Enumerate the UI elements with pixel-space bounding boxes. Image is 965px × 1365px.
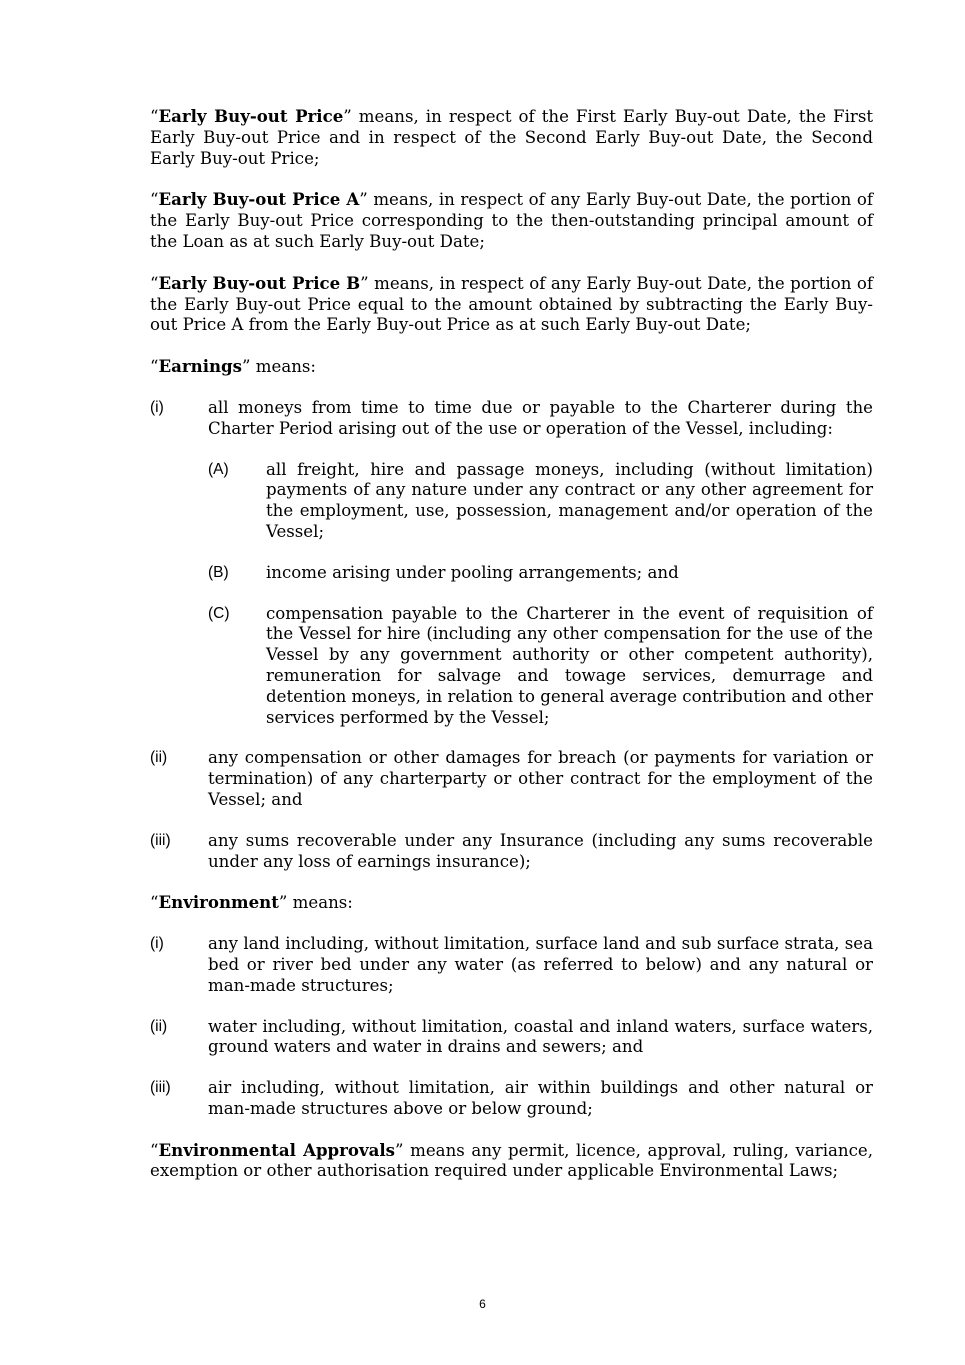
sub-list-item [208,604,873,729]
list-item [150,831,873,873]
definition-text: means, in respect of any Early Buy-out Date, the portion of the Early Buy-out Price equal to the amount obtained by subtracting the Early Buy-out Price A from the Early Buy-out Price as at such Early Buy-out Date; [150,273,873,335]
list-item-label: (iii) [150,831,171,849]
sub-list-item-label: (A) [208,460,229,478]
list-item-text: all moneys from time to time due or payable to the Charterer during the Charter Period arising out of the use or operation of the Vessel, including: [208,397,873,438]
list-item-label: (ii) [150,749,168,767]
defined-term: Early Buy-out Price [158,106,344,126]
definition-text: means: [250,357,317,377]
sub-list-item [208,460,873,543]
list-item-label: (i) [150,935,164,953]
defined-term: Early Buy-out Price B [158,272,361,293]
definition-early-buyout-price-b [150,273,873,336]
list-item-text: any sums recoverable under any Insurance (including any sums recoverable under any loss of earnings insurance); [208,830,873,871]
defined-term: Earnings [158,356,243,377]
close-quote: ” [360,273,369,293]
list-item [150,748,873,810]
list-item [150,934,873,996]
page-number: 6 [479,1297,486,1311]
close-quote: ” [343,107,352,126]
defined-term: Environment [158,892,279,913]
list-item-text: water including, without limitation, coastal and inland waters, surface waters, ground waters and water in drains and sewers; and [208,1016,873,1057]
sub-list-item-label: (C) [208,604,230,622]
list-item-label: (iii) [150,1079,171,1097]
sub-list-item [208,563,873,584]
open-quote: “ [150,893,159,913]
list-item [150,1078,873,1120]
definition-environment [150,892,873,914]
list-item-text: any land including, without limitation, surface land and sub surface strata, sea bed or river bed under any water (as referred to below) and any natural or man-made structures; [208,934,873,995]
definition-environmental-approvals [150,1140,873,1183]
definition-text: means, in respect of any Early Buy-out Date, the portion of the Early Buy-out Price corresponding to the then-outstanding principal amount of the Loan as at such Early Buy-out Date; [150,190,873,251]
open-quote: “ [150,190,159,210]
definition-earnings [150,356,873,378]
sub-list-item-text: compensation payable to the Charterer in the event of requisition of the Vessel for hire (including any other compensation for the use of the Vessel by any government authority or other competent authority), remuneration for salvage and towage services, demurrage and detention moneys, in relation to general average contribution and other services performed by the Vessel; [266,603,873,727]
sub-list-item-text: all freight, hire and passage moneys, including (without limitation) payments of any nature under any contract or any other agreement for the employment, use, possession, management and/or operation of the Vessel; [266,459,873,541]
close-quote: ” [242,357,251,377]
list-item-text: any compensation or other damages for breach (or payments for variation or termination) of any charterparty or other contract for the employment of the Vessel; and [208,748,873,809]
document-page [150,106,873,1202]
sub-list-item-text: income arising under pooling arrangements; and [266,562,679,582]
definition-early-buyout-price [150,106,873,169]
open-quote: “ [150,357,159,377]
list-item [150,1017,873,1059]
sub-list-item-label: (B) [208,563,229,581]
definition-text: means: [287,893,353,913]
close-quote: ” [395,1140,404,1160]
open-quote: “ [150,273,159,293]
defined-term: Early Buy-out Price A [158,189,360,210]
defined-term: Environmental Approvals [158,1139,395,1160]
close-quote: ” [278,893,288,913]
open-quote: “ [150,107,159,126]
list-item-text: air including, without limitation, air within buildings and other natural or man-made structures above or below ground; [208,1078,873,1118]
definition-text: means, in respect of the First Early Buy-out Date, the First Early Buy-out Price and in respect of the Second Early Buy-out Date, the Second Early Buy-out Price; [150,107,873,168]
list-item [150,398,873,440]
list-item-label: (ii) [150,1017,168,1035]
close-quote: ” [359,190,368,210]
definition-text: means any permit, licence, approval, ruling, variance, exemption or other authorisation required under applicable Environmental Laws; [150,1140,873,1181]
definition-early-buyout-price-a [150,189,873,252]
list-item-label: (i) [150,398,164,416]
open-quote: “ [150,1140,159,1160]
